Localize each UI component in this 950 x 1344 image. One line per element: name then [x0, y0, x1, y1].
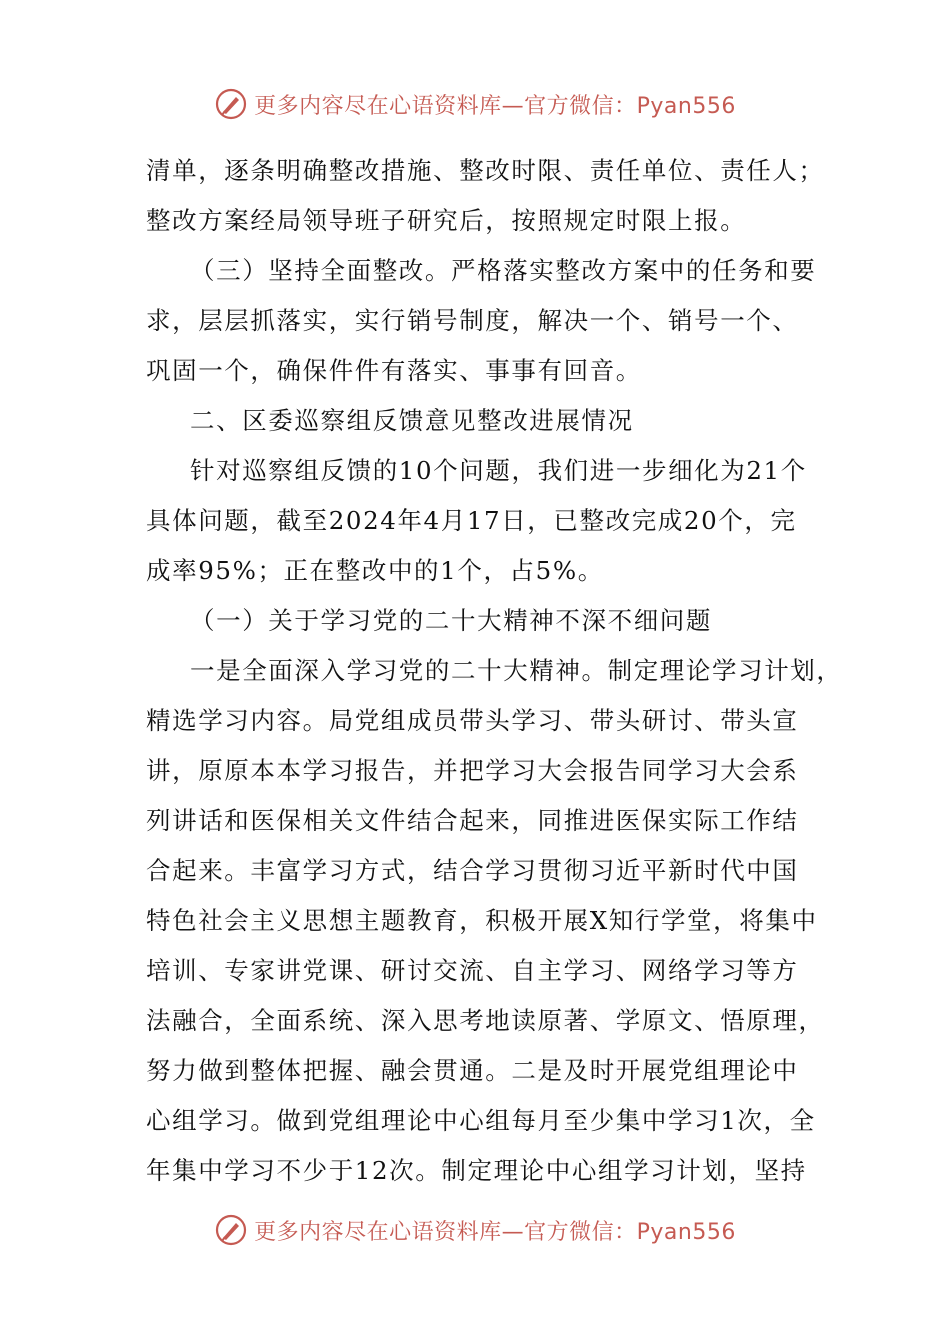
text-line: （一）关于学习党的二十大精神不深不细问题	[190, 606, 712, 635]
text-line: 培训、专家讲党课、研讨交流、自主学习、网络学习等方	[146, 956, 799, 985]
document-body	[146, 146, 843, 1196]
watermark-text: 更多内容尽在心语资料库—官方微信：Pyan556	[254, 93, 736, 119]
watermark-header	[0, 82, 950, 126]
text-line: 讲，原原本本学习报告，并把学习大会报告同学习大会系	[146, 756, 799, 785]
text-line: 精选学习内容。局党组成员带头学习、带头研讨、带头宣	[146, 706, 799, 735]
text-line: （三）坚持全面整改。严格落实整改方案中的任务和要	[190, 256, 817, 285]
text-line: 列讲话和医保相关文件结合起来，同推进医保实际工作结	[146, 806, 799, 835]
text-line: 巩固一个，确保件件有落实、事事有回音。	[146, 356, 642, 385]
text-line: 整改方案经局领导班子研究后，按照规定时限上报。	[146, 206, 747, 235]
text-line: 特色社会主义思想主题教育，积极开展X知行学堂，将集中	[146, 906, 818, 935]
text-line: 年集中学习不少于12次。制定理论中心组学习计划，坚持	[146, 1156, 807, 1185]
text-line: 一是全面深入学习党的二十大精神。制定理论学习计划，	[190, 656, 843, 685]
text-line: 努力做到整体把握、融会贯通。二是及时开展党组理论中	[146, 1056, 799, 1085]
text-line: 针对巡察组反馈的10个问题，我们进一步细化为21个	[190, 456, 807, 485]
text-line: 求，层层抓落实，实行销号制度，解决一个、销号一个、	[146, 306, 799, 335]
text-line: 清单，逐条明确整改措施、整改时限、责任单位、责任人；	[146, 156, 825, 185]
text-line: 法融合，全面系统、深入思考地读原著、学原文、悟原理，	[146, 1006, 825, 1035]
watermark-footer	[0, 1208, 950, 1252]
text-line: 成率95%；正在整改中的1个，占5%。	[146, 556, 604, 585]
text-line: 二、区委巡察组反馈意见整改进展情况	[190, 406, 634, 435]
text-line: 心组学习。做到党组理论中心组每月至少集中学习1次，全	[146, 1106, 816, 1135]
text-line: 合起来。丰富学习方式，结合学习贯彻习近平新时代中国	[146, 856, 799, 885]
pen-seal-icon	[214, 1213, 248, 1247]
text-line: 具体问题，截至2024年4月17日，已整改完成20个，完	[146, 506, 797, 535]
watermark-text: 更多内容尽在心语资料库—官方微信：Pyan556	[254, 1219, 736, 1245]
pen-seal-icon	[214, 87, 248, 121]
